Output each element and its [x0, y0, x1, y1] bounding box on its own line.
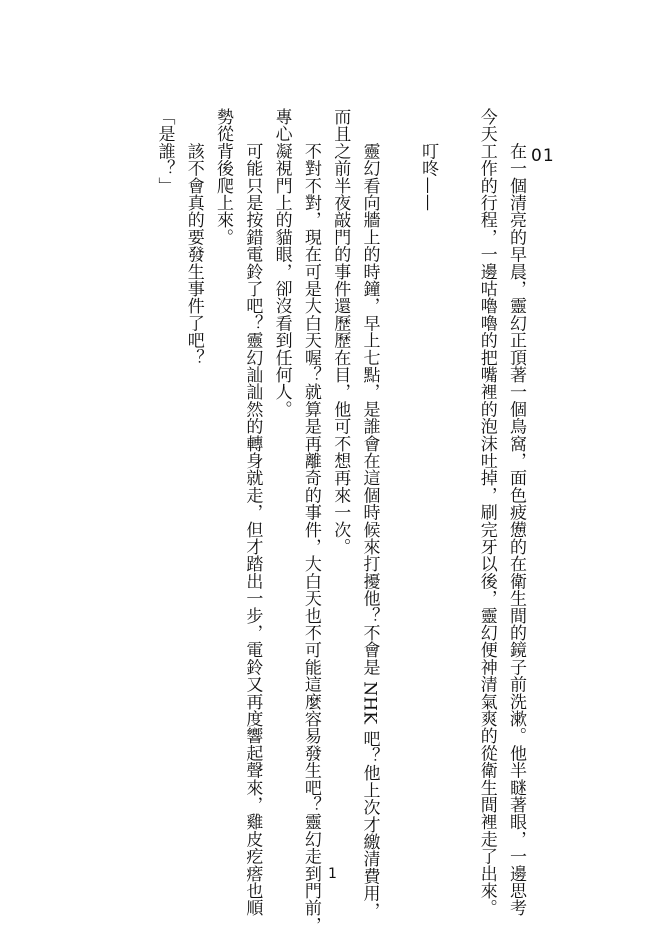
blank-line: [384, 108, 413, 853]
text-line: 「是誰？」: [154, 108, 175, 194]
text-line: 勢從背後爬上來。: [213, 108, 234, 246]
text-line: 不對不對，現在可是大白天喔？就算是再離奇的事件，大白天也不可能這麼容易發生吧？靈幻走到門前，: [300, 108, 321, 934]
body-text: [140, 108, 530, 934]
text-line: 該不會真的要發生事件了吧？: [183, 108, 204, 366]
text-line: 今天工作的行程，一邊咕嚕嚕的把嘴裡的泡沫吐掉，刷完牙以後，靈幻便神清氣爽的從衛生間裡走了出來。: [476, 108, 497, 917]
text-line: 專心凝視門上的貓眼，卻沒看到任何人。: [271, 108, 292, 418]
blank-line: [442, 108, 471, 853]
text-line: 可能只是按錯電鈴了吧？靈幻訕訕然的轉身就走，但才踏出一步，電鈴又再度響起聲來，雞皮疙瘩也順: [242, 108, 263, 917]
chapter-number: 01: [531, 146, 555, 166]
page-number: 1: [328, 866, 337, 882]
text-line: 在一個清亮的早晨，靈幻正頂著一個鳥窩，面色疲憊的在衛生間的鏡子前洗漱。他半瞇著眼，一邊思考: [506, 108, 526, 917]
text-line: 而且之前半夜敲門的事件還歷歷在目，他可不想再來一次。: [330, 108, 351, 556]
text-line: 叮咚——: [418, 108, 439, 212]
text-line: 靈幻看向牆上的時鐘，早上七點，是誰會在這個時候來打擾他？不會是 NHK 吧？他上次才繳清費用，: [359, 108, 380, 920]
